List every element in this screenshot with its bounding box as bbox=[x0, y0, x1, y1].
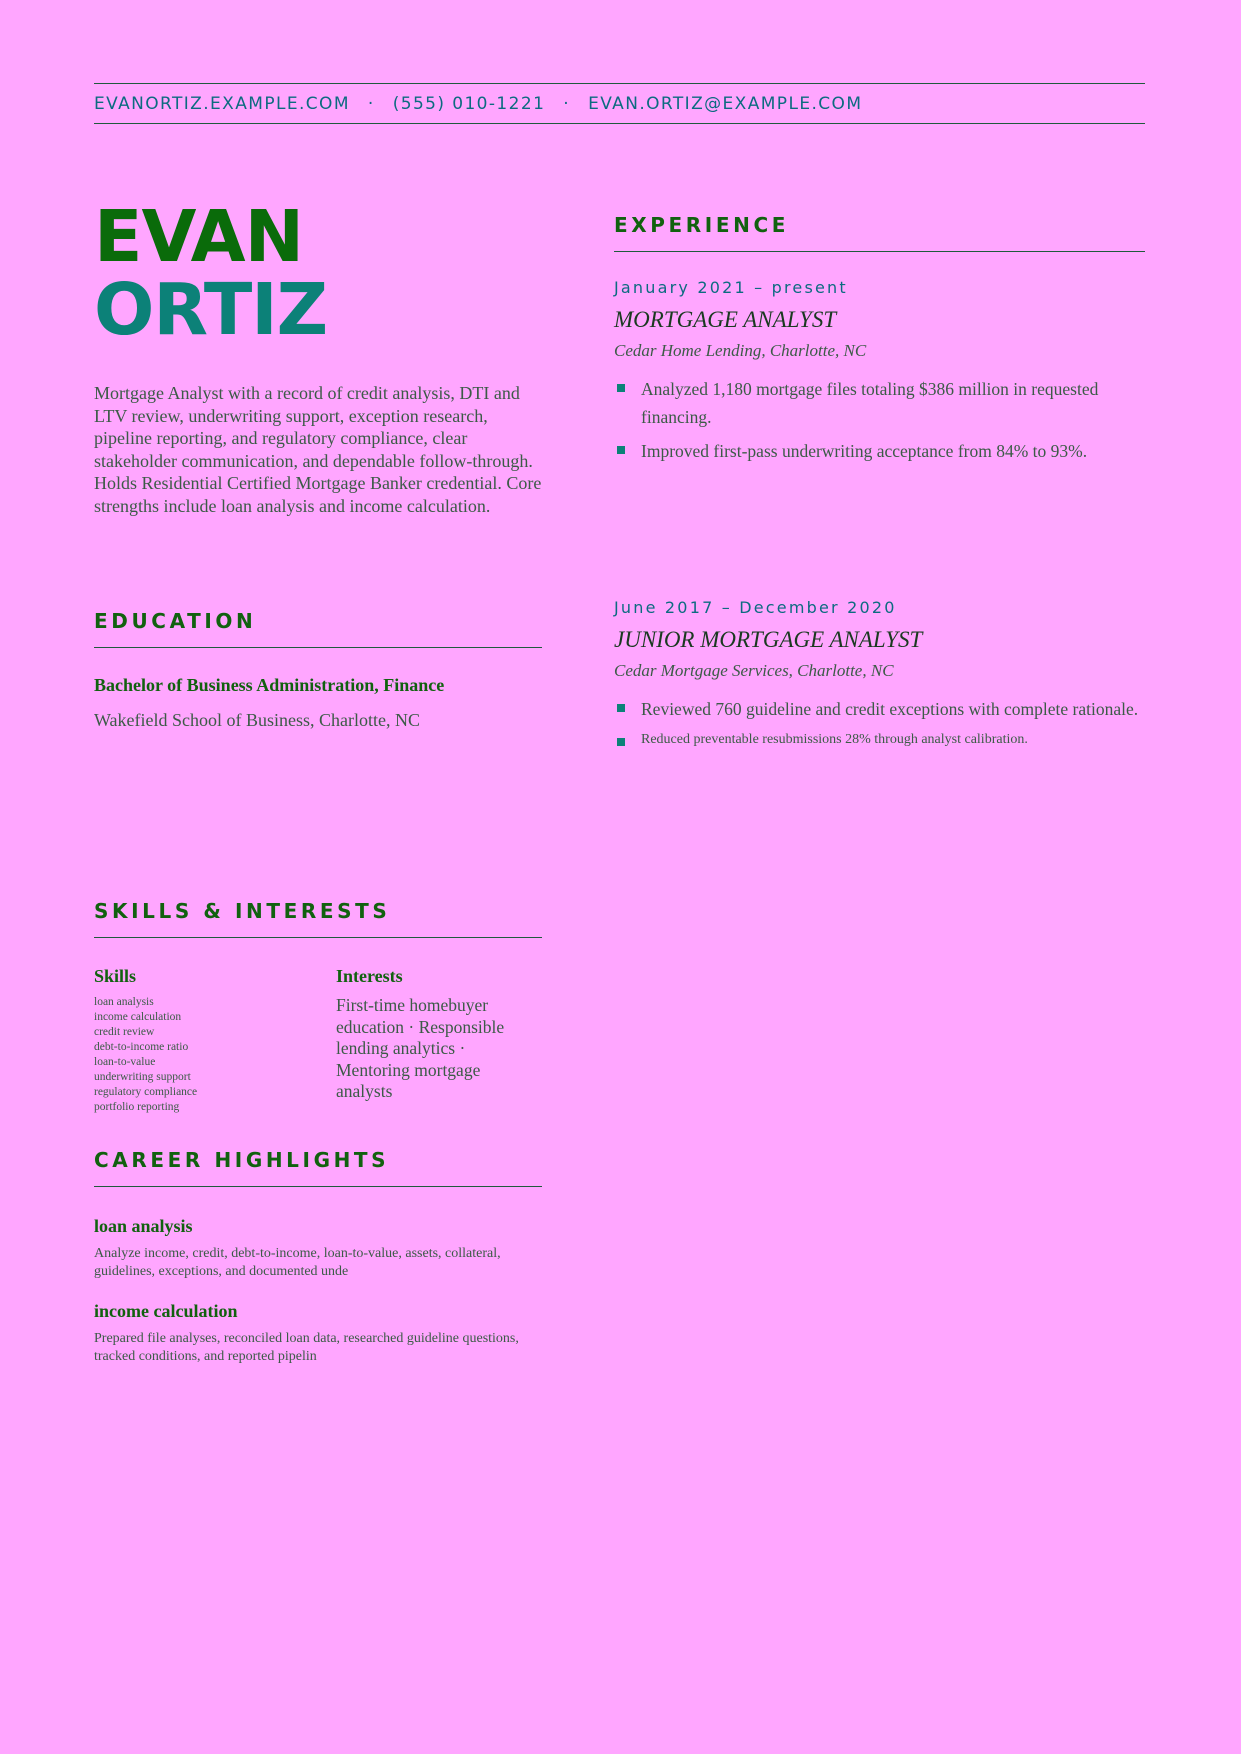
skill-item: credit review bbox=[94, 1026, 155, 1038]
interests-text: First-time homebuyer education · Responsible lending analytics · Mentoring mortgage analysts bbox=[336, 995, 505, 1101]
first-name: EVAN bbox=[94, 195, 303, 278]
skill-item: portfolio reporting bbox=[94, 1101, 180, 1113]
bullet-text: Improved first-pass underwriting acceptance from 84% to 93%. bbox=[641, 441, 1088, 461]
bullet-text: Analyzed 1,180 mortgage files totaling $386 million in requested financing. bbox=[641, 379, 1099, 427]
skill-item: debt-to-income ratio bbox=[94, 1041, 189, 1053]
skills-interests-heading: SKILLS & INTERESTS bbox=[94, 899, 542, 938]
bullet-item bbox=[614, 695, 1145, 723]
degree-title: Bachelor of Business Administration, Finance bbox=[94, 675, 445, 695]
highlight-title: loan analysis bbox=[94, 1216, 193, 1236]
bullet-text: Reduced preventable resubmissions 28% through analyst calibration. bbox=[641, 732, 1028, 747]
bullet-item bbox=[614, 729, 1145, 751]
interests-block bbox=[336, 965, 536, 1103]
skill-item: regulatory compliance bbox=[94, 1086, 198, 1098]
website-link[interactable]: EVANORTIZ.EXAMPLE.COM bbox=[94, 93, 350, 114]
square-bullet-icon bbox=[617, 704, 625, 712]
bullet-item bbox=[614, 375, 1145, 431]
school-name: Wakefield School of Business, Charlotte, NC bbox=[94, 710, 421, 730]
job-company: Cedar Mortgage Services, Charlotte, NC bbox=[614, 661, 894, 680]
highlight-description: Analyze income, credit, debt-to-income, loan-to-value, assets, collateral, guidelines, exceptions, and documented unde bbox=[94, 1246, 501, 1279]
job-bullets bbox=[614, 375, 1145, 465]
job-entry bbox=[614, 278, 1145, 471]
email-link[interactable]: EVAN.ORTIZ@EXAMPLE.COM bbox=[588, 93, 863, 114]
interests-label: Interests bbox=[336, 966, 403, 986]
job-date: June 2017 – December 2020 bbox=[614, 598, 897, 617]
job-company: Cedar Home Lending, Charlotte, NC bbox=[614, 341, 867, 360]
skills-list bbox=[94, 995, 294, 1115]
square-bullet-icon bbox=[617, 446, 625, 454]
job-date: January 2021 – present bbox=[614, 278, 848, 297]
contact-bar bbox=[94, 83, 1145, 124]
last-name: ORTIZ bbox=[94, 268, 328, 351]
square-bullet-icon bbox=[617, 738, 625, 746]
contact-separator: · bbox=[563, 93, 571, 114]
square-bullet-icon bbox=[617, 384, 625, 392]
highlight-description: Prepared file analyses, reconciled loan data, researched guideline questions, tracked conditions, and reported pipelin bbox=[94, 1331, 519, 1364]
job-bullets bbox=[614, 695, 1145, 751]
job-title: JUNIOR MORTGAGE ANALYST bbox=[614, 627, 923, 652]
skills-label: Skills bbox=[94, 966, 137, 986]
skills-block bbox=[94, 965, 294, 1115]
highlight-title: income calculation bbox=[94, 1301, 238, 1321]
profile-summary: Mortgage Analyst with a record of credit analysis, DTI and LTV review, underwriting support, exception research, pipeline reporting, and regulatory compliance, clear stakeholder communication, and dependable follow-through. Holds Residential Certified Mortgage Banker credential. Core strengths include loan analysis and income calculation. bbox=[94, 383, 542, 516]
job-entry bbox=[614, 598, 1145, 757]
skill-item: loan-to-value bbox=[94, 1056, 156, 1068]
candidate-name bbox=[94, 195, 328, 351]
skill-item: underwriting support bbox=[94, 1071, 191, 1083]
bullet-item bbox=[614, 437, 1145, 465]
contact-separator: · bbox=[367, 93, 375, 114]
job-title: MORTGAGE ANALYST bbox=[614, 307, 837, 332]
career-highlights-heading: CAREER HIGHLIGHTS bbox=[94, 1148, 542, 1187]
experience-heading: EXPERIENCE bbox=[614, 213, 1145, 252]
highlight-item bbox=[94, 1215, 542, 1280]
bullet-text: Reviewed 760 guideline and credit exceptions with complete rationale. bbox=[641, 699, 1139, 719]
skill-item: loan analysis bbox=[94, 996, 154, 1008]
skill-item: income calculation bbox=[94, 1011, 182, 1023]
education-heading: EDUCATION bbox=[94, 609, 542, 648]
phone-number[interactable]: (555) 010-1221 bbox=[392, 93, 546, 114]
highlight-item bbox=[94, 1300, 542, 1365]
